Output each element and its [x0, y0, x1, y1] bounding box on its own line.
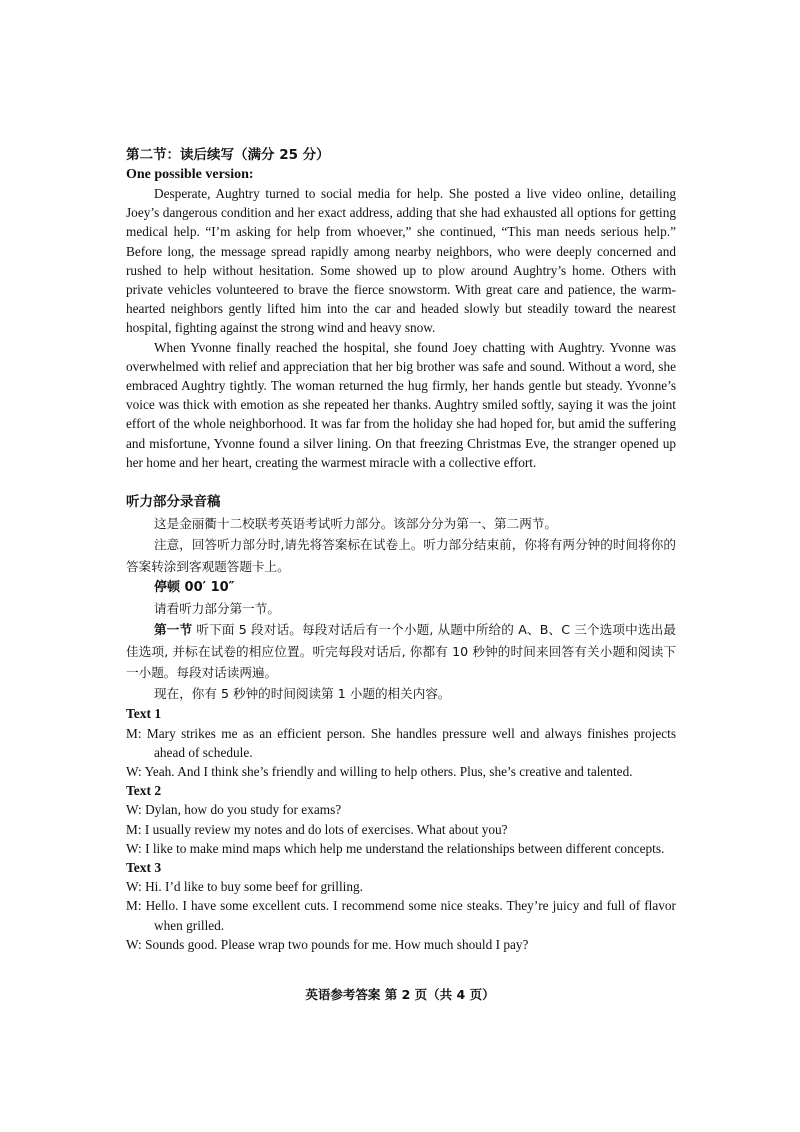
essay-paragraph-1: Desperate, Aughtry turned to social media for help. She posted a live video online, detailing Joey’s dangerous condition and her exact address, adding that she had exhausted all options for getting medical help. “I’m asking for help from whoever,” she continued, “This man needs serious help.” Before long, the message spread rapidly among nearby neighbors, who were deeply concerned and rushed to help without hesitation. Some showed up to plow around Aughtry’s home. Others with private vehicles volunteered to brave the fierce snowstorm. With great care and patience, the warm-hearted neighbors gently lifted him into the car and headed slowly but steadily toward the nearest hospital, fighting against the strong wind and heavy snow. [126, 186, 676, 336]
listening-transcript-title: 听力部分录音稿 [126, 494, 221, 511]
dialogue-line: W: Hi. I’d like to buy some beef for grilling. [126, 879, 363, 895]
listening-intro: 这是金丽衢十二校联考英语考试听力部分。该部分分为第一、第二两节。 [154, 516, 557, 532]
page-footer: 英语参考答案 第 2 页（共 4 页） [305, 987, 495, 1002]
version-label: One possible version: [126, 167, 254, 182]
pause-marker: 停顿 00′ 10″ [154, 579, 235, 595]
answer-page [126, 146, 676, 954]
dialogue-line: W: Sounds good. Please wrap two pounds for me. How much should I pay? [126, 936, 529, 952]
dialogue-line: W: Yeah. And I think she’s friendly and willing to help others. Plus, she’s creative and talented. [126, 764, 633, 780]
dialogue-line: W: I like to make mind maps which help me understand the relationships between different concepts. [126, 840, 665, 856]
section-gap [126, 472, 676, 492]
see-section-one: 请看听力部分第一节。 [154, 600, 280, 616]
section-one-label: 第一节 [154, 622, 193, 638]
text-3-label: Text 3 [126, 860, 162, 876]
reading-time-note: 现在，你有 5 秒钟的时间阅读第 1 小题的相关内容。 [154, 686, 451, 702]
text-1-label: Text 1 [126, 706, 162, 722]
essay-paragraph-2: When Yvonne finally reached the hospital, she found Joey chatting with Aughtry. Yvonne was overwhelmed with relief and appreciation that her big brother was safe and sound. Without a word, she embraced Aughtry tightly. The woman returned the hug firmly, her hands gentle but steady. Yvonne’s voice was thick with emotion as she repeated her thanks. Aughtry smiled softly, saying it was the joint effort of the whole neighborhood. It was far from the holiday she had hoped for, but amid the suffering and misfortune, Yvonne found a silver lining. On that freezing Christmas Eve, the stranger opened up her home and her heart, creating the warmest miracle with a collective effort. [126, 339, 676, 470]
listening-note: 注意，回答听力部分时,请先将答案标在试卷上。听力部分结束前，你将有两分钟的时间将你的答案转涂到客观题答题卡上。 [126, 537, 676, 574]
section-one-instructions [126, 619, 676, 683]
section-one-description: 听下面 5 段对话。每段对话后有一个小题, 从题中所给的 A、B、C 三个选项中选出最佳选项, 并标在试卷的相应位置。听完每段对话后, 你都有 10 秒钟的时间来回答有关小题和阅读下一小题。每段对话读两遍。 [126, 622, 677, 680]
continuation-writing-title: 第二节：读后续写（满分 25 分） [126, 147, 330, 163]
text-2-label: Text 2 [126, 783, 162, 799]
dialogue-line: W: Dylan, how do you study for exams? [126, 802, 342, 818]
dialogue-line: M: Hello. I have some excellent cuts. I recommend some nice steaks. They’re juicy and full of flavor when grilled. [126, 898, 676, 933]
dialogue-line: M: Mary strikes me as an efficient person. She handles pressure well and always finishes projects ahead of schedule. [126, 725, 676, 760]
dialogue-line: M: I usually review my notes and do lots of exercises. What about you? [126, 821, 508, 837]
